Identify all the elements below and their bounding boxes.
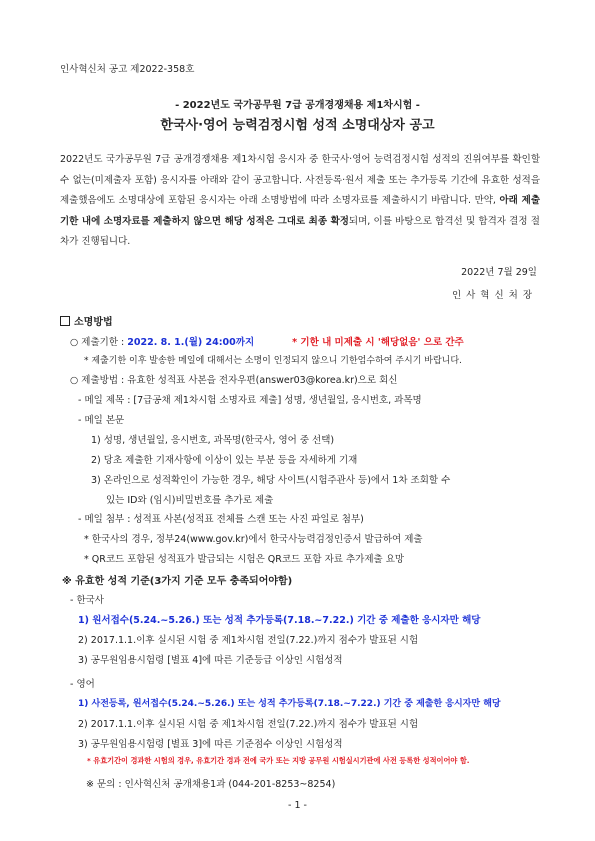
attachment-note: * QR코드 포함된 성적표가 발급되는 시험은 QR코드 포함 자료 추가제출 요망	[84, 554, 405, 565]
mail-body-item-cont: 있는 ID와 (임시)비밀번호를 추가로 제출	[106, 495, 274, 506]
deadline-value: 2022. 8. 1.(월) 24:00까지	[127, 337, 255, 348]
english-label: - 영어	[70, 679, 95, 690]
deadline-line	[70, 334, 464, 348]
korean-history-criterion: 2) 2017.1.1.이후 실시된 시험 중 제1차시험 전일(7.22.)까지 점수가 발표된 시험	[78, 635, 419, 646]
criteria-heading: ※ 유효한 성적 기준(3가지 기준 모두 충족되어야함)	[62, 576, 293, 587]
issuing-agency: 인사혁신처장	[451, 290, 537, 301]
deadline-warning: * 기한 내 미제출 시 '해당없음' 으로 간주	[292, 337, 464, 348]
mail-body-item: 2) 당초 제출한 기재사항에 이상이 있는 부분 등을 자세하게 기재	[91, 455, 358, 466]
english-criterion: 1) 사전등록, 원서접수(5.24.~5.26.) 또는 성적 추가등록(7.18.~7.22.) 기간 중 제출한 응시자만 해당	[78, 699, 501, 709]
korean-history-label: - 한국사	[70, 595, 104, 606]
document-title: 한국사·영어 능력검정시험 성적 소명대상자 공고	[160, 118, 435, 133]
mail-body-item: 3) 온라인으로 성적확인이 가능한 경우, 해당 사이트(시험주관사 등)에서 1차 조회할 수	[91, 475, 451, 486]
notice-date: 2022년 7월 29일	[461, 267, 537, 278]
intro-text-2: 되며, 이를 바탕으로 합격선 및 합격자 결정 절차가 진행됩니다.	[60, 215, 540, 247]
document-subtitle: - 2022년도 국가공무원 7급 공개경쟁채용 제1차시험 -	[175, 100, 420, 111]
korean-history-criterion: 3) 공무원임용시험령 [별표 4]에 따른 기준등급 이상인 시험성적	[78, 655, 343, 666]
section-heading	[60, 313, 113, 328]
intro-bold-warning: 아래 제출기한 내에 소명자료를 제출하지 않으면 해당 성적은 그대로 최종 확정	[60, 195, 541, 227]
english-criterion: 3) 공무원임용시험령 [별표 3]에 따른 기준점수 이상인 시험성적	[78, 739, 343, 750]
section-title: 소명방법	[74, 317, 113, 328]
intro-text-1: 2022년도 국가공무원 7급 공개경쟁채용 제1차시험 응시자 중 한국사·영어 능력검정시험 성적의 진위여부를 확인할 수 없는(미제출자 포함) 응시자를 아래와 같이 공고합니다. 사전등록·원서 제출 또는 추가등록 기간에 유효한 성적을 제출했음에도 소명대상에 포함된 응시자는 아래 소명방법에 따라 소명자료를 제출하시기 바랍니다. 만약,	[60, 154, 540, 206]
deadline-note: * 제출기한 이후 발송한 메일에 대해서는 소명이 인정되지 않으니 기한엄수하여 주시기 바랍니다.	[84, 356, 462, 366]
attachment-note: * 한국사의 경우, 정부24(www.gov.kr)에서 한국사능력검정인증서 발급하여 제출	[84, 534, 423, 545]
korean-history-criterion: 1) 원서접수(5.24.~5.26.) 또는 성적 추가등록(7.18.~7.22.) 기간 중 제출한 응시자만 해당	[78, 615, 481, 626]
checkbox-square-icon	[60, 316, 70, 326]
notice-number: 인사혁신처 공고 제2022-358호	[60, 64, 195, 75]
english-criterion: 2) 2017.1.1.이후 실시된 시험 중 제1차시험 전일(7.22.)까지 점수가 발표된 시험	[78, 719, 419, 730]
mail-attachment: - 메일 첨부 : 성적표 사본(성적표 전체를 스캔 또는 사진 파일로 첨부)	[78, 514, 364, 525]
intro-paragraph	[60, 150, 540, 253]
deadline-label: ○ 제출기한 :	[70, 337, 128, 348]
mail-body-heading: - 메일 본문	[78, 415, 125, 426]
mail-subject: - 메일 제목 : [7급공채 제1차시험 소명자료 제출] 성명, 생년월일, 응시번호, 과목명	[78, 395, 422, 406]
method-line: ○ 제출방법 : 유효한 성적표 사본을 전자우편(answer03@korea.kr)으로 회신	[70, 375, 398, 386]
contact-info: ※ 문의 : 인사혁신처 공개채용1과 (044-201-8253~8254)	[86, 779, 336, 790]
mail-body-item: 1) 성명, 생년월일, 응시번호, 과목명(한국사, 영어 중 선택)	[91, 435, 335, 446]
page-number: - 1 -	[288, 800, 307, 811]
english-validity-note: * 유효기간이 경과한 시험의 경우, 유효기간 경과 전에 국가 또는 지방 공무원 시험실시기관에 사전 등록한 성적이어야 함.	[87, 756, 470, 765]
